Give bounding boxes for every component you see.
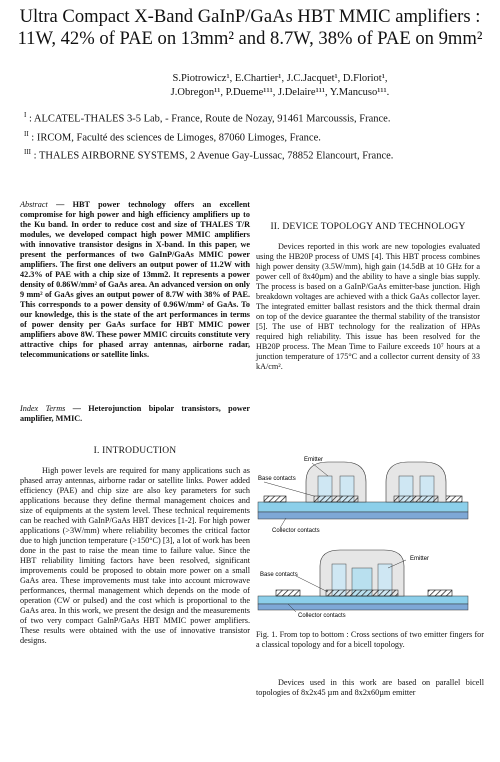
index-terms-text: — Heterojunction bipolar transistors, power amplifier, MMIC. — [20, 404, 250, 423]
introduction-text: High power levels are required for many applications such as phased array antennas, airborne radar or satellite links. Power added efficiency (PAE) and chip size are also key parameters for such applications because they define thermal management choices and size of equipments at the system level. These technical requirements can be reached with GaInP/GaAs HBT devices [1-2]. For high power applications (>3W/mm) where reliability becomes the critical factor due to high junction temperature (>150°C) [3], a lot of work has been done in the past to raise the mean time to failure value. Since the HBT reliability limiting factors have been resolved, significant improvements could be proposed to obtain more power on a small GaAs area. These improvements must take into account microwave performances, thermal management which depends on the mode of operation (CW or pulsed) and the cost which is proportional to the GaAs area. In this work, we present the design and the measurements of two very compact GaInP/GaAs HBT MMIC power amplifiers. These results were obtained with the use of innovative transistor designs. — [20, 466, 250, 645]
section-heading-device-topology: II. DEVICE TOPOLOGY AND TECHNOLOGY — [270, 222, 466, 232]
affiliation-mark: II — [24, 129, 29, 138]
label-base-contacts-bottom: Base contacts — [260, 572, 298, 578]
abstract — [20, 200, 250, 360]
affiliation-mark: III — [24, 148, 31, 156]
abstract-label: Abstract — [20, 200, 48, 209]
affiliation-1 — [24, 108, 494, 127]
affiliation-2 — [24, 127, 494, 146]
affiliation-mark: I — [24, 111, 27, 119]
affiliation-text: : IRCOM, Faculté des sciences de Limoges, 87060 Limoges, France. — [31, 132, 321, 143]
affiliation-text: : ALCATEL-THALES 3-5 Lab, - France, Route de Nozay, 91461 Marcoussis, France. — [28, 113, 391, 125]
index-terms-label: Index Terms — [20, 404, 66, 413]
label-emitter-bottom: Emitter — [410, 556, 430, 562]
index-terms — [20, 404, 250, 424]
cross-section-figure — [256, 452, 486, 618]
affiliation-text: : THALES AIRBORNE SYSTEMS, 2 Avenue Gay-Lussac, 78852 Elancourt, France. — [33, 150, 394, 162]
title-line-2: 11W, 42% of PAE on 13mm² and 8.7W, 38% of PAE on 9mm² — [17, 28, 483, 49]
paper-title — [6, 6, 494, 50]
bicell-topology-diagram — [258, 550, 468, 618]
device-topology-text: Devices reported in this work are new topologies evaluated using the HB20P process of UMS [4]. This HBT process combines high power density (3.5W/mm), high gain (14.5dB at 10 GHz for a power cell of 8x40µm) and the ability to have a single bias supply. The process is based on a GaInP/GaAs emitter-base junction. High breakdown voltages are achieved with a thick GaAs collector layer. The integrated emitter ballast resistors and the thick thermal drain on top of the device guarantee the thermal stability of the transistor [5]. The use of HBT technology for the realization of HPAs required high reliability. This issue has been resolved for the HB20P process. The Mean Time to Failure exceeds 10⁷ hours at a junction temperature of 175°C and a collector current density of 33 kA/cm². — [256, 242, 480, 371]
label-base-contacts-top: Base contacts — [258, 476, 296, 482]
affiliation-3 — [24, 145, 494, 164]
figure-caption: Fig. 1. From top to bottom : Cross sections of two emitter fingers for a classical topology and for a bicell topology. — [256, 630, 484, 649]
device-description-text: Devices used in this work are based on parallel bicell topologies of 8x2x45 µm and 8x2x60µm emitter — [256, 678, 484, 697]
affiliations — [24, 108, 494, 164]
authors-line-2: J.Obregon¹¹, P.Dueme¹¹¹, J.Delaire¹¹¹, Y.Mancuso¹¹¹. — [170, 87, 390, 98]
authors-line-1: S.Piotrowicz¹, E.Chartier¹, J.C.Jacquet¹, D.Floriot¹, — [172, 73, 388, 84]
label-collector-contacts-top: Collector contacts — [272, 528, 320, 534]
classical-topology-diagram — [258, 457, 468, 534]
title-line-1: Ultra Compact X-Band GaInP/GaAs HBT MMIC amplifiers : — [19, 6, 481, 27]
label-emitter-top: Emitter — [304, 457, 324, 463]
author-list — [80, 72, 480, 100]
section-heading-introduction: I. INTRODUCTION — [93, 446, 177, 456]
label-collector-contacts-bottom: Collector contacts — [298, 613, 346, 618]
abstract-text: — HBT power technology offers an excellent compromise for high power and high efficiency amplifiers up to the Ku band. In order to reduce cost and size of THALES T/R modules, we developed compact high power MMIC amplifiers with innovative transistor designs in X-band. In this paper, we present the performances of two GaInP/GaAs MMIC power amplifiers. The first one delivers an output power of 11.2W with 42.3% of PAE with a chip size of 13mm2. It represents a power density of 0.86W/mm² of GaAs area. An advanced version on only 9 mm² of GaAs gives an output power of 8.7W with 38% of PAE. This corresponds to a power density of 0.96W/mm² of GaAs. To our knowledge, this is the state of the art performances in terms of power density per GaAs surface for HBT MMIC power amplifiers above 8W. These power MMIC circuits constitute very attractive chips for phased array antennas, airborne radar, telecommunications or satellite links. — [20, 200, 250, 359]
